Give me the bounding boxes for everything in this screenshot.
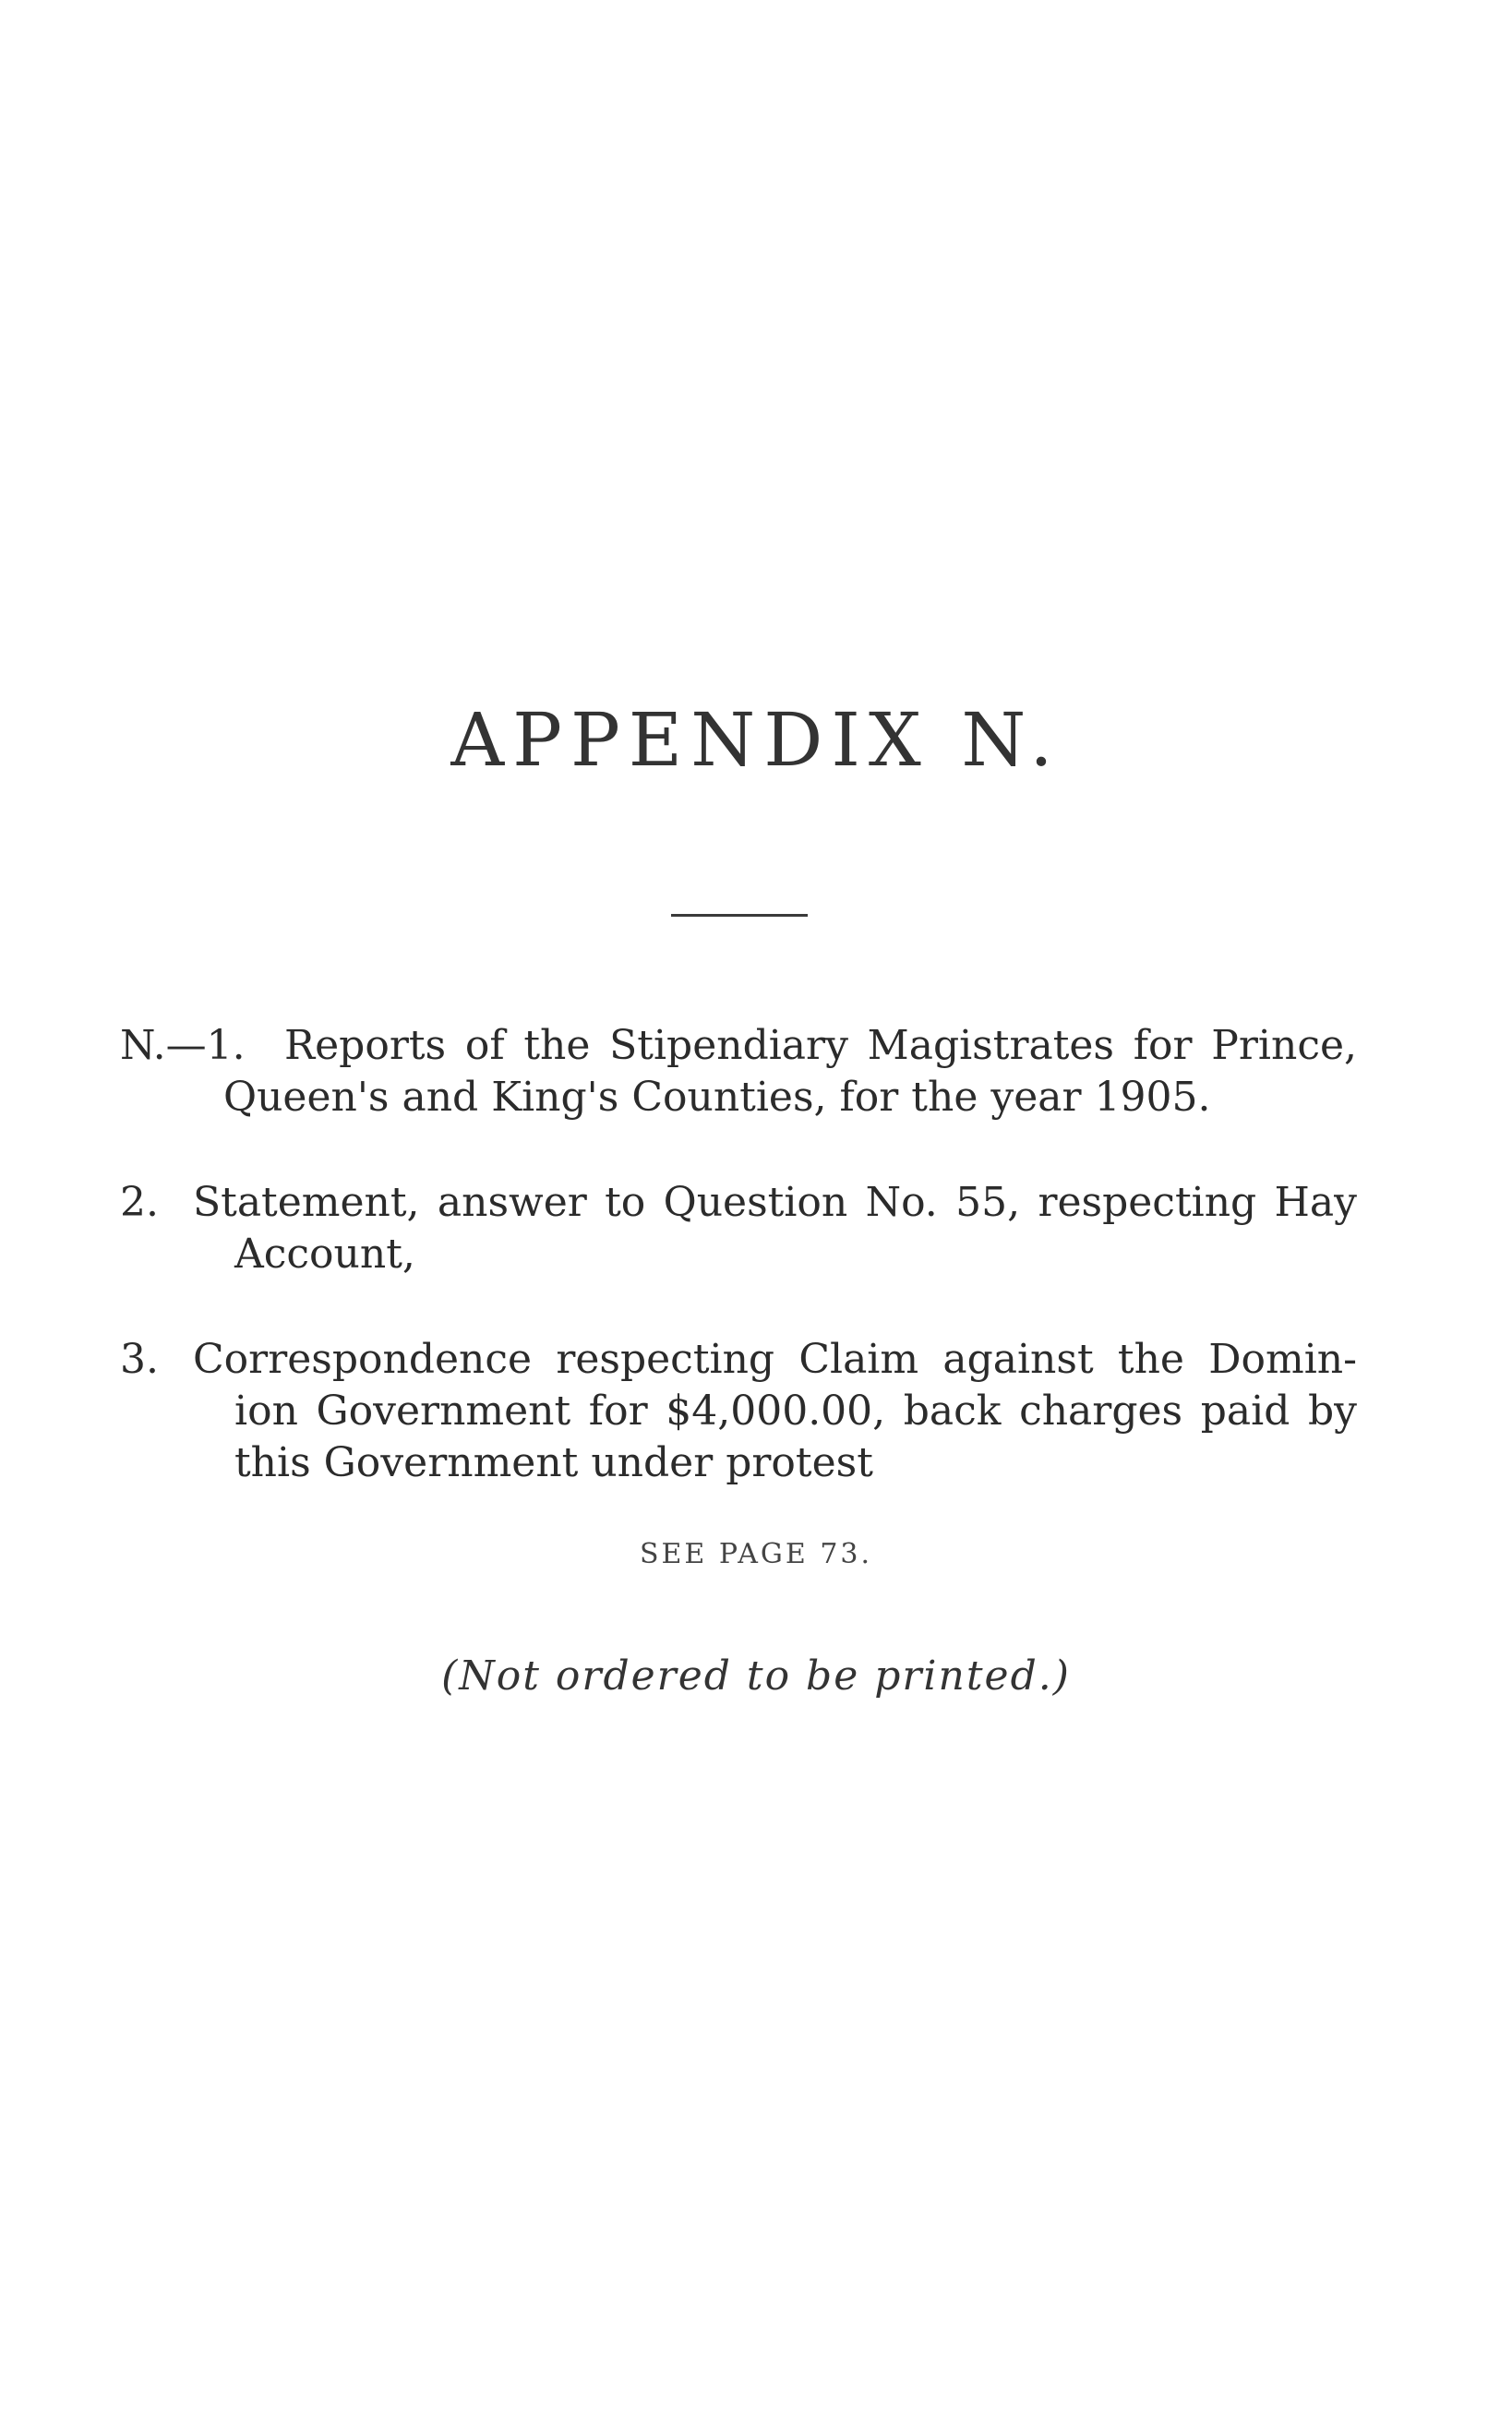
entry-text [223,1020,1357,1123]
entry-number: N.—1. [120,1022,246,1069]
entry-number: 2. [120,1179,159,1226]
entry-number: 3. [120,1336,159,1383]
entry-line: Reports of the Stipendiary Magistrates for Prince, [284,1022,1357,1069]
entry-line: Statement, answer to Question No. 55, respecting Hay [193,1179,1357,1226]
entry-line: Account, [234,1231,415,1278]
entry-line: this Government under protest [234,1439,873,1486]
entry-line: Correspondence respecting Claim against the Domin- [193,1336,1357,1383]
not-ordered-note: (Not ordered to be printed.) [441,1652,1071,1700]
entry-2 [120,1177,1357,1280]
appendix-title: APPENDIX N. [450,697,1062,783]
appendix-contents [120,1020,1357,1543]
entry-n1 [120,1020,1357,1123]
title-divider [671,914,808,917]
see-page-note: SEE PAGE 73. [639,1538,873,1570]
entry-3 [120,1334,1357,1489]
entry-line: ion Government for $4,000.00, back charges paid by [234,1388,1357,1435]
entry-text [193,1334,1357,1489]
entry-line: Queen's and King's Counties, for the year 1905. [223,1074,1211,1121]
entry-text [193,1177,1357,1280]
